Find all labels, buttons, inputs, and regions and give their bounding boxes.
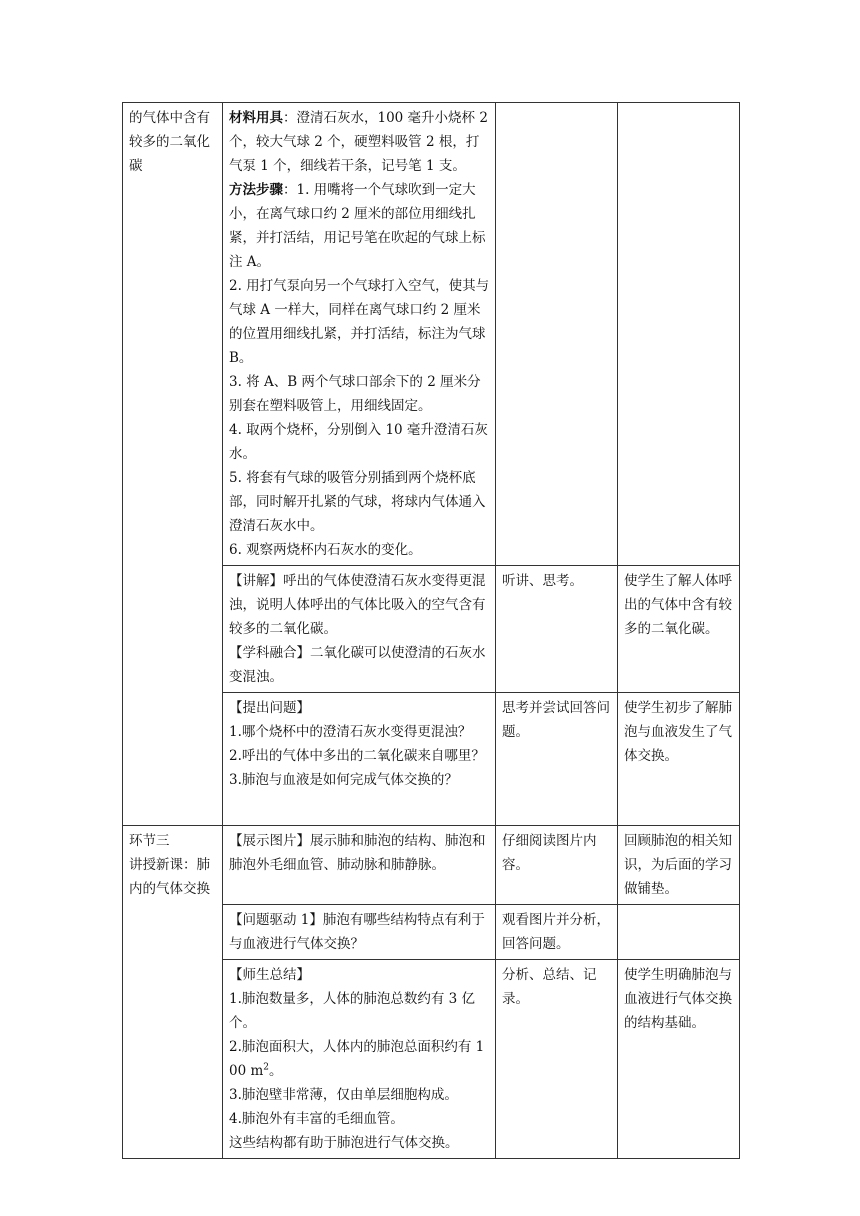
explain-paragraph: 【讲解】呼出的气体使澄清石灰水变得更混浊，说明人体呼出的气体比吸入的空气含有较多的二氧化碳。 <box>229 573 486 637</box>
method-step-6: 6. 观察两烧杯内石灰水的变化。 <box>229 542 422 558</box>
summary-point-3: 3.肺泡壁非常薄，仅由单层细胞构成。 <box>229 1087 458 1103</box>
design-intent-cell <box>618 905 740 960</box>
student-activity-cell <box>496 103 618 566</box>
design-intent-cell: 回顾肺泡的相关知识，为后面的学习做铺垫。 <box>618 826 740 905</box>
student-activity-cell: 听讲、思考。 <box>496 566 618 693</box>
table-row <box>123 103 740 566</box>
method-step-5: 5. 将套有气球的吸管分别插到两个烧杯底部，同时解开扎紧的气球，将球内气体通入澄清石灰水中。 <box>229 470 486 534</box>
design-intent-cell: 使学生初步了解肺泡与血液发生了气体交换。 <box>618 693 740 826</box>
summary-point-2: 2.肺泡面积大，人体内的肺泡总面积约有 100 $m^2$。 <box>229 1039 485 1079</box>
question-3: 3.肺泡与血液是如何完成气体交换的？ <box>229 772 458 788</box>
summary-point-4: 4.肺泡外有丰富的毛细血管。 <box>229 1111 404 1127</box>
superscript: 2 <box>263 1062 270 1073</box>
segment-title: 讲授新课：肺内的气体交换 <box>129 857 210 897</box>
method-step-1: 方法步骤：1. 用嘴将一个气球吹到一定大小，在离气球口约 2 厘米的部位用细线扎紧，并打活结，用记号笔在吹起的气球上标注 A。 <box>229 182 486 270</box>
teacher-activity-cell: 【问题驱动 1】肺泡有哪些结构特点有利于与血液进行气体交换？ <box>223 905 496 960</box>
student-activity-cell: 分析、总结、记录。 <box>496 960 618 1159</box>
teacher-activity-cell <box>223 693 496 826</box>
lesson-plan-table <box>122 102 740 1159</box>
materials-label: 材料用具 <box>229 110 283 126</box>
question-heading: 【提出问题】 <box>229 700 310 716</box>
method-label: 方法步骤 <box>229 182 283 198</box>
student-activity-cell: 观看图片并分析，回答问题。 <box>496 905 618 960</box>
segment-cell <box>123 103 223 826</box>
interdisciplinary-paragraph: 【学科融合】二氧化碳可以使澄清的石灰水变混浊。 <box>229 645 486 685</box>
summary-point-1: 1.肺泡数量多，人体的肺泡总数约有 3 亿个。 <box>229 991 476 1031</box>
teacher-activity-cell: 【展示图片】展示肺和肺泡的结构、肺泡和肺泡外毛细血管、肺动脉和肺静脉。 <box>223 826 496 905</box>
method-step-2: 2. 用打气泵向另一个气球打入空气，使其与气球 A 一样大，同样在离气球口约 2 厘米的位置用细线扎紧，并打活结，标注为气球 B。 <box>229 278 490 366</box>
method-step-4: 4. 取两个烧杯，分别倒入 10 毫升澄清石灰水。 <box>229 422 488 462</box>
teacher-activity-cell <box>223 103 496 566</box>
design-intent-cell: 使学生明确肺泡与血液进行气体交换的结构基础。 <box>618 960 740 1159</box>
student-activity-cell: 思考并尝试回答问题。 <box>496 693 618 826</box>
segment-number: 环节三 <box>129 833 170 849</box>
segment-cell <box>123 826 223 1159</box>
method-step-3: 3. 将 A、B 两个气球口部余下的 2 厘米分别套在塑料吸管上，用细线固定。 <box>229 374 481 414</box>
question-1: 1.哪个烧杯中的澄清石灰水变得更混浊？ <box>229 724 472 740</box>
materials-text: ：澄清石灰水，100 毫升小烧杯 2 个，较大气球 2 个，硬塑料吸管 2 根，打气泵 1 个，细线若干条，记号笔 1 支。 <box>229 110 488 174</box>
table-row <box>123 826 740 905</box>
question-2: 2.呼出的气体中多出的二氧化碳来自哪里？ <box>229 748 485 764</box>
student-activity-cell: 仔细阅读图片内容。 <box>496 826 618 905</box>
design-intent-cell: 使学生了解人体呼出的气体中含有较多的二氧化碳。 <box>618 566 740 693</box>
materials-paragraph <box>229 106 490 178</box>
design-intent-cell <box>618 103 740 566</box>
summary-conclusion: 这些结构都有助于肺泡进行气体交换。 <box>229 1135 459 1151</box>
segment-text: 的气体中含有较多的二氧化碳 <box>129 110 210 174</box>
summary-heading: 【师生总结】 <box>229 967 310 983</box>
teacher-activity-cell <box>223 566 496 693</box>
teacher-activity-cell <box>223 960 496 1159</box>
